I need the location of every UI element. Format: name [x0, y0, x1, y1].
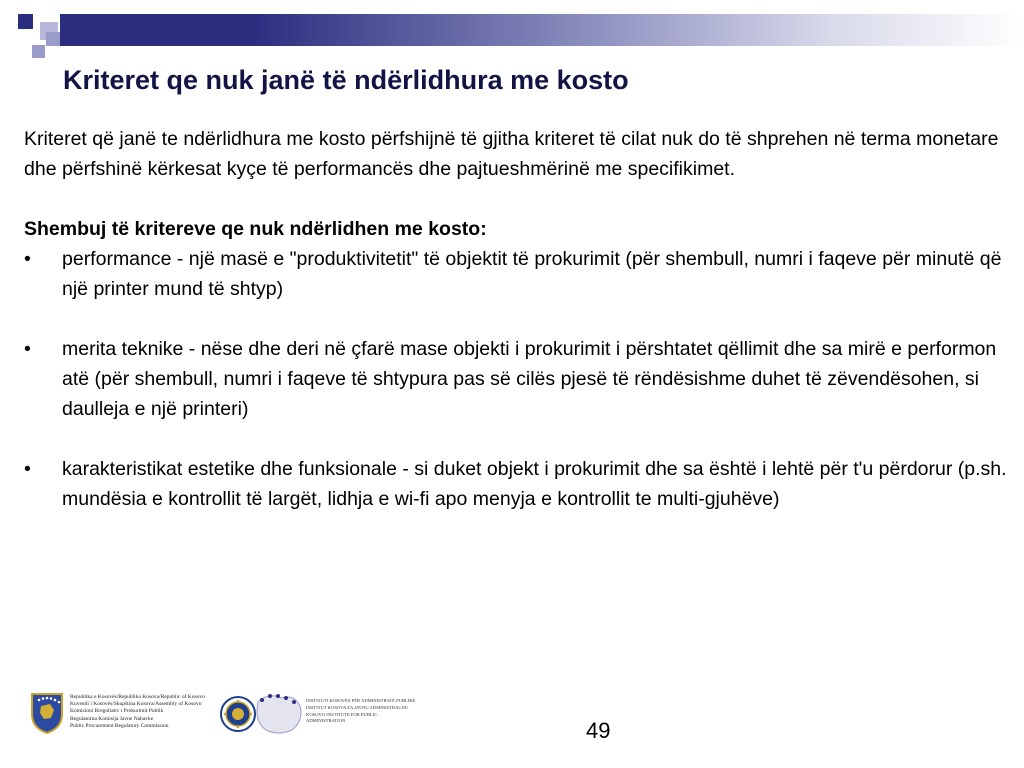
list-item-text: merita teknike - nëse dhe deri në çfarë mase objekti i prokurimit i përshtatet qëllimit dhe sa mirë e performon atë (për shembull, numri i faqeve të shtypura pas së cilës pjesë të rëndësishme duhet të zëvendësohen, si daulleja e një printeri) — [62, 338, 997, 420]
page-number: 49 — [586, 718, 611, 743]
commission-logo-text: Republika e Kosovës/Republika Kosova/Republic of Kosovo Kuvendi i Kosovës/Skupština Kosova/Assembly of Kosovo Komisioni Rregullativ i Prokurimit Publik Regulatorna Komisija Javne Nabavke Public Procurement Regulatory Commission — [70, 694, 205, 729]
slide-title: Kriteret qe nuk janë të ndërlidhura me kosto — [63, 65, 629, 95]
decor-square-light-2 — [46, 32, 60, 46]
bullet-marker: • — [24, 248, 31, 270]
list-item-text: performance - një masë e "produktivitetit" të objektit të prokurimit (për shembull, numri i faqeve për minutë që një printer mund të shtyp) — [62, 248, 1002, 300]
list-item — [24, 454, 1009, 514]
list-item-text: karakteristikat estetike dhe funksionale - si duket objekt i prokurimit dhe sa është i lehtë për t'u përdorur (p.sh. mundësia e kontrollit të largët, lidhja e wi-fi apo menyja e kontrollit te multi-gjuhëve) — [62, 458, 1007, 510]
kosovo-coat-of-arms-icon — [30, 692, 64, 734]
decor-square-navy-1 — [18, 14, 33, 29]
examples-heading: Shembuj të kritereve qe nuk ndërlidhen me kosto: — [24, 218, 487, 240]
institute-logo-text: INSTITUTI KOSOVËS PËR ADMINISTRATË PUBLIKE INSTITUT KOSOVA ZA JAVNU ADMINISTRACIJU KOSOVO INSTITUTE FOR PUBLIC ADMINISTRATION — [306, 698, 416, 724]
list-item — [24, 334, 1009, 424]
header-gradient-bar — [60, 14, 1024, 46]
list-item — [24, 244, 1009, 304]
bullet-marker: • — [24, 338, 31, 360]
decor-square-light-3 — [32, 45, 45, 58]
slide-body — [24, 124, 1009, 544]
bullet-marker: • — [24, 458, 31, 480]
criteria-list — [24, 244, 1009, 514]
intro-paragraph: Kriteret që janë te ndërlidhura me kosto përfshijnë të gjitha kriteret të cilat nuk do të shprehen në terma monetare dhe përfshinë kërkesat kyçe të performancës dhe pajtueshmërinë me specifikimet. — [24, 128, 999, 180]
